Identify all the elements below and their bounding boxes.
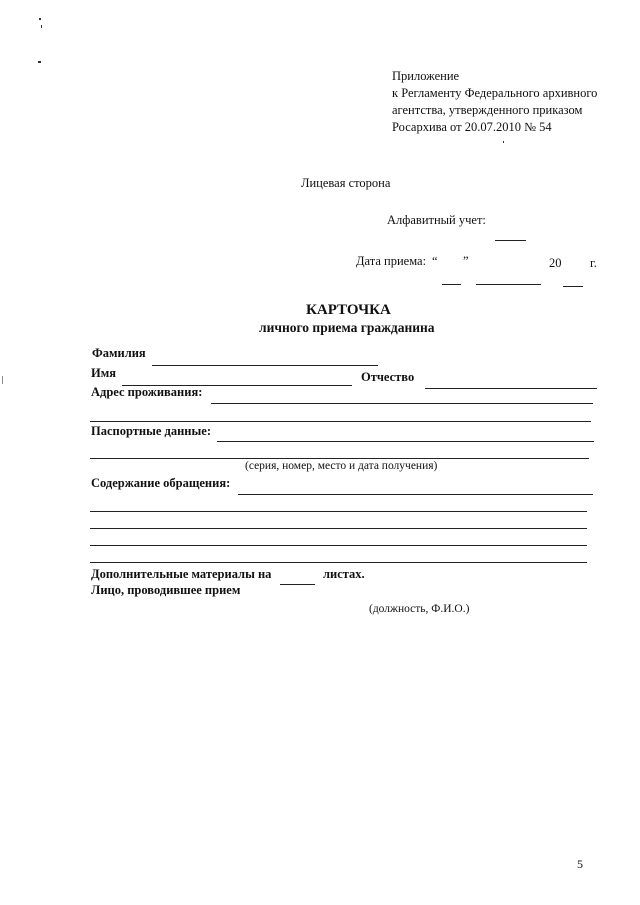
content-label: Содержание обращения: [91,476,231,490]
reception-date-year-suffix: г. [590,256,597,270]
reception-month-line [476,284,541,285]
content-line-1 [238,494,593,495]
scan-speck [38,61,41,63]
address-line-2 [90,421,591,422]
reception-date-close-quote: ” [463,254,469,268]
scan-speck [39,18,41,20]
appendix-line-2: к Регламенту Федерального архивного [392,86,598,100]
conducted-by-label: Лицо, проводившее прием [91,583,241,597]
scan-speck [41,25,42,28]
card-title: КАРТОЧКА [306,302,391,318]
reception-date-year-prefix: 20 [549,256,562,270]
patronymic-line [425,388,597,389]
appendix-line-1: Приложение [392,69,460,83]
address-line-1 [211,403,593,404]
content-line-3 [90,528,587,529]
reception-date-label: Дата приема: [356,254,427,268]
additional-materials-suffix: листах. [323,567,365,581]
card-subtitle: личного приема гражданина [259,320,435,335]
reception-day-line [442,284,461,285]
face-side-label: Лицевая сторона [301,176,391,190]
conducted-by-hint: (должность, Ф.И.О.) [369,603,470,615]
reception-date-open-quote: “ [432,254,438,268]
content-line-4 [90,545,587,546]
alphabet-account-label: Алфавитный учет: [387,213,486,227]
content-line-2 [90,511,587,512]
page-number: 5 [577,857,583,871]
surname-line [152,365,378,366]
alphabet-account-line [495,240,526,241]
appendix-line-3: агентства, утвержденного приказом [392,103,583,117]
content-line-5 [90,562,587,563]
name-label: Имя [91,366,116,380]
passport-line-1 [217,441,594,442]
surname-label: Фамилия [92,346,146,360]
additional-materials-line [280,584,315,585]
scan-speck [503,141,504,143]
passport-hint: (серия, номер, место и дата получения) [245,460,438,472]
additional-materials-label: Дополнительные материалы на [91,567,272,581]
patronymic-label: Отчество [361,370,415,384]
appendix-line-4: Росархива от 20.07.2010 № 54 [392,120,552,134]
address-label: Адрес проживания: [91,385,203,399]
passport-line-2 [90,458,589,459]
passport-label: Паспортные данные: [91,424,211,438]
scan-speck [2,376,3,384]
reception-year-line [563,286,583,287]
